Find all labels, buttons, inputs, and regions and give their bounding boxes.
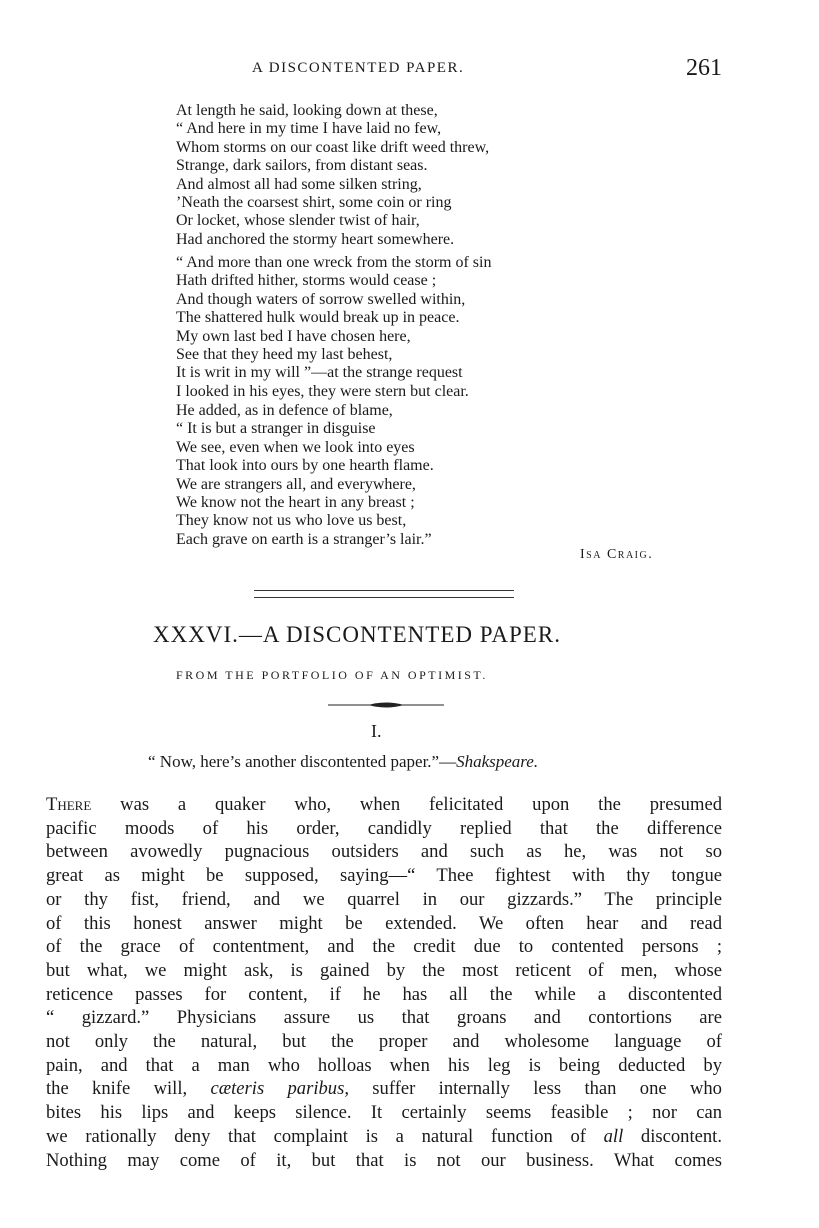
poem-line: And almost all had some silken string, [176, 175, 422, 193]
poem-line: Each grave on earth is a stranger’s lair.” [176, 530, 432, 548]
body-line: Nothing may come of it, but that is not our business. What comes [46, 1149, 722, 1171]
poem-line: We see, even when we look into eyes [176, 438, 415, 456]
poem-line: He added, as in defence of blame, [176, 402, 393, 419]
poem-line: That look into ours by one hearth flame. [176, 457, 434, 475]
epigraph [148, 752, 538, 772]
body-line: of this honest answer might be extended. We often hear and read [46, 912, 722, 934]
body-line-text: suffer internally less than one who [348, 1078, 722, 1100]
body-line [46, 1077, 722, 1101]
body-line: not only the natural, but the proper and wholesome language of [46, 1031, 722, 1053]
poem-line: See that they heed my last behest, [176, 346, 393, 364]
poem-line: We know not the heart in any breast ; [176, 494, 415, 512]
body-line: between avowedly pugnacious outsiders and such as he, was not so [46, 841, 722, 863]
poem-line: “ It is but a stranger in disguise [176, 420, 376, 438]
epigraph-quote: “ Now, here’s another discontented paper.”— [148, 752, 457, 771]
body-line: of the grace of contentment, and the credit due to contented persons ; [46, 936, 722, 958]
poem-line: Had anchored the stormy heart somewhere. [176, 230, 455, 248]
poem-line: It is writ in my will ”—at the strange request [176, 364, 463, 382]
body-line: pacific moods of his order, candidly replied that the difference [46, 817, 722, 839]
body-line [46, 793, 722, 817]
poem-line: Or locket, whose slender twist of hair, [176, 212, 420, 230]
emphasis-word: all [603, 1125, 624, 1147]
poem-line: “ And more than one wreck from the storm of sin [176, 254, 492, 271]
ornament-divider-icon [328, 701, 444, 709]
body-line: or thy fist, friend, and we quarrel in our gizzards.” The principle [46, 888, 722, 910]
poem-line: They know not us who love us best, [176, 512, 407, 530]
poem-stanza-1 [176, 102, 646, 249]
poem-line: ’Neath the coarsest shirt, some coin or ring [176, 194, 452, 212]
poem-line: Hath drifted hither, storms would cease ; [176, 272, 437, 290]
body-line-text: we rationally deny that complaint is a natural function of [46, 1125, 604, 1147]
poem-line: I looked in his eyes, they were stern but clear. [176, 382, 469, 400]
body-line: pain, and that a man who holloas when his leg is being deducted by [46, 1054, 722, 1076]
body-line: reticence passes for content, if he has all the while a discontented [46, 983, 722, 1005]
body-line: but what, we might ask, is gained by the most reticent of men, whose [46, 959, 722, 981]
poem-line: And though waters of sorrow swelled within, [176, 290, 466, 308]
running-title: A DISCONTENTED PAPER. [252, 60, 465, 76]
poem-line: At length he said, looking down at these, [176, 102, 438, 119]
poem-line: Whom storms on our coast like drift weed threw, [176, 138, 490, 156]
poem-stanza-3 [176, 402, 646, 549]
poem-line: “ And here in my time I have laid no few, [176, 120, 442, 138]
body-line-text: the knife will, [46, 1078, 211, 1100]
poem-line: The shattered hulk would break up in peace. [176, 309, 460, 327]
body-line: “ gizzard.” Physicians assure us that groans and contortions are [46, 1007, 722, 1029]
chapter-heading: XXXVI.—A DISCONTENTED PAPER. [153, 622, 561, 647]
poem-signature: Isa Craig. [580, 547, 654, 562]
chapter-subtitle: FROM THE PORTFOLIO OF AN OPTIMIST. [176, 668, 488, 682]
body-paragraph [46, 793, 722, 1172]
body-line [46, 1125, 722, 1149]
body-line: bites his lips and keeps silence. It certainly seems feasible ; nor can [46, 1102, 722, 1124]
poem-line: We are strangers all, and everywhere, [176, 475, 416, 493]
section-divider-rule [254, 590, 514, 591]
section-number: I. [371, 721, 382, 741]
body-line: great as might be supposed, saying—“ Thee fightest with thy tongue [46, 865, 722, 887]
latin-phrase: cæteris paribus, [210, 1078, 349, 1100]
section-divider-rule [254, 597, 514, 598]
poem-stanza-2 [176, 254, 646, 401]
body-line-text: discontent. [623, 1125, 722, 1147]
poem-line: My own last bed I have chosen here, [176, 327, 411, 345]
poem-line: Strange, dark sailors, from distant seas. [176, 157, 428, 175]
drop-word: There [46, 794, 92, 815]
page-number: 261 [686, 55, 722, 81]
body-line-text: was a quaker who, when felicitated upon the presumed [91, 794, 722, 815]
epigraph-source: Shakspeare. [456, 752, 539, 771]
